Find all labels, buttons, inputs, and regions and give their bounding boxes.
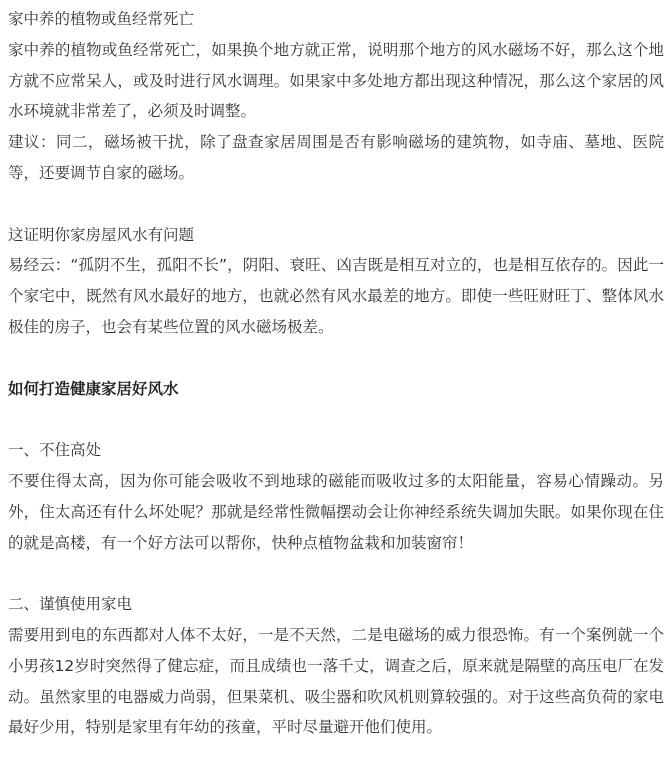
section2-title: 这证明你家房屋风水有问题 — [8, 225, 195, 244]
item2-paragraph: 需要用到电的东西都对人体不太好，一是不天然，二是电磁场的威力很恐怖。有一个案例就一个小男孩12岁时突然得了健忘症，而且成绩也一落千丈，调查之后，原来就是隔壁的高压电厂在发动。虽然家里的电器威力尚弱，但果菜机、吸尘器和吹风机则算较强的。对于这些高负荷的家电最好少用，特别是家里有年幼的孩童，平时尽量避开他们使用。 — [8, 625, 664, 737]
section1-paragraph-1: 家中养的植物或鱼经常死亡，如果换个地方就正常，说明那个地方的风水磁场不好，那么这个地方就不应常呆人，或及时进行风水调理。如果家中多处地方都出现这种情况，那么这个家居的风水环境就非常差了，必须及时调整。 — [8, 40, 664, 121]
item2-title: 二、谨慎使用家电 — [8, 595, 133, 614]
spacer — [8, 343, 664, 374]
item1-paragraph: 不要住得太高，因为你可能会吸收不到地球的磁能而吸收过多的太阳能量，容易心情躁动。另外，住太高还有什么坏处呢？那就是经常性微幅摆动会让你神经系统失调加失眠。如果你现在住的就是高楼，有一个好方法可以帮你，快种点植物盆栽和加装窗帘！ — [8, 471, 664, 552]
spacer — [8, 189, 664, 220]
section1-title: 家中养的植物或鱼经常死亡 — [8, 10, 195, 28]
main-heading: 如何打造健康家居好风水 — [8, 379, 179, 398]
spacer — [8, 404, 664, 435]
item1-title: 一、不住高处 — [8, 441, 102, 460]
section2-paragraph-1: 易经云：“孤阴不生，孤阳不长”，阴阳、衰旺、凶吉既是相互对立的，也是相互依存的。因此一个家宅中，既然有风水最好的地方，也就必然有风水最差的地方。即使一些旺财旺丁、整体风水极佳的房子，也会有某些位置的风水磁场极差。 — [8, 256, 664, 336]
section1-paragraph-2: 建议：同二，磁场被干扰，除了盘查家居周围是否有影响磁场的建筑物，如寺庙、墓地、医院等，还要调节自家的磁场。 — [8, 133, 664, 182]
spacer — [8, 558, 664, 589]
